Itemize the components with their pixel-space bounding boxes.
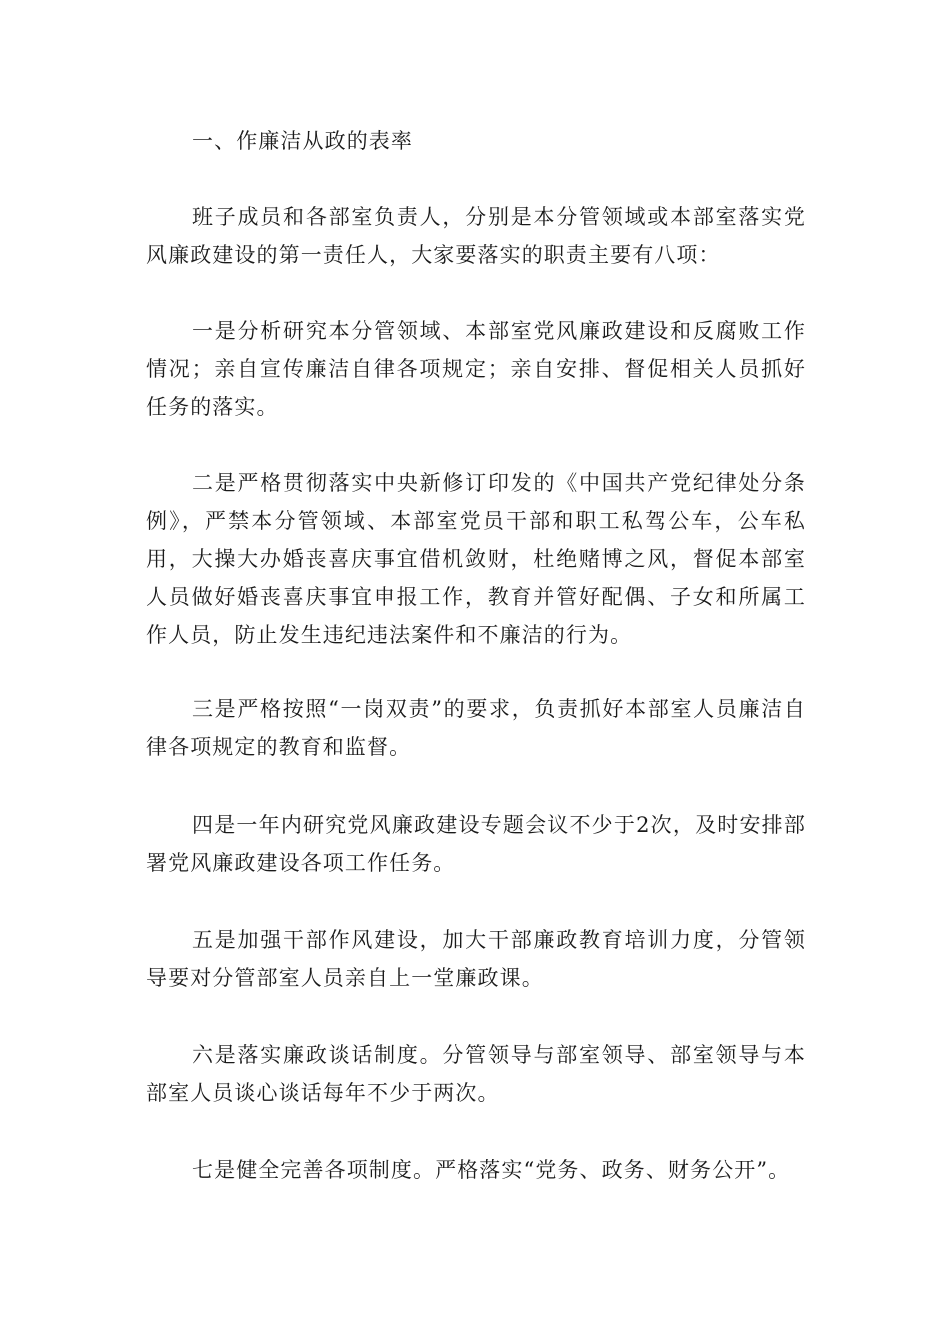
paragraph-item-6: 六是落实廉政谈话制度。分管领导与部室领导、部室领导与本部室人员谈心谈话每年不少于两次。 <box>146 1043 806 1105</box>
paragraph-intro: 班子成员和各部室负责人，分别是本分管领域或本部室落实党风廉政建设的第一责任人，大家要落实的职责主要有八项： <box>146 205 806 267</box>
paragraph-item-3: 三是严格按照“一岗双责”的要求，负责抓好本部室人员廉洁自律各项规定的教育和监督。 <box>146 697 806 759</box>
paragraph-item-4: 四是一年内研究党风廉政建设专题会议不少于2次，及时安排部署党风廉政建设各项工作任务。 <box>146 813 806 875</box>
paragraph-item-5: 五是加强干部作风建设，加大干部廉政教育培训力度，分管领导要对分管部室人员亲自上一堂廉政课。 <box>146 928 806 990</box>
paragraph-item-1: 一是分析研究本分管领域、本部室党风廉政建设和反腐败工作情况；亲自宣传廉洁自律各项规定；亲自安排、督促相关人员抓好任务的落实。 <box>146 319 806 419</box>
section-heading: 一、作廉洁从政的表率 <box>192 129 413 153</box>
paragraph-item-2: 二是严格贯彻落实中央新修订印发的《中国共产党纪律处分条例》，严禁本分管领域、本部室党员干部和职工私驾公车，公车私用，大操大办婚丧喜庆事宜借机敛财，杜绝赌博之风，督促本部室人员做好婚丧喜庆事宜申报工作，教育并管好配偶、子女和所属工作人员，防止发生违纪违法案件和不廉洁的行为。 <box>146 471 806 647</box>
paragraph-item-7: 七是健全完善各项制度。严格落实“党务、政务、财务公开”。 <box>192 1158 791 1182</box>
